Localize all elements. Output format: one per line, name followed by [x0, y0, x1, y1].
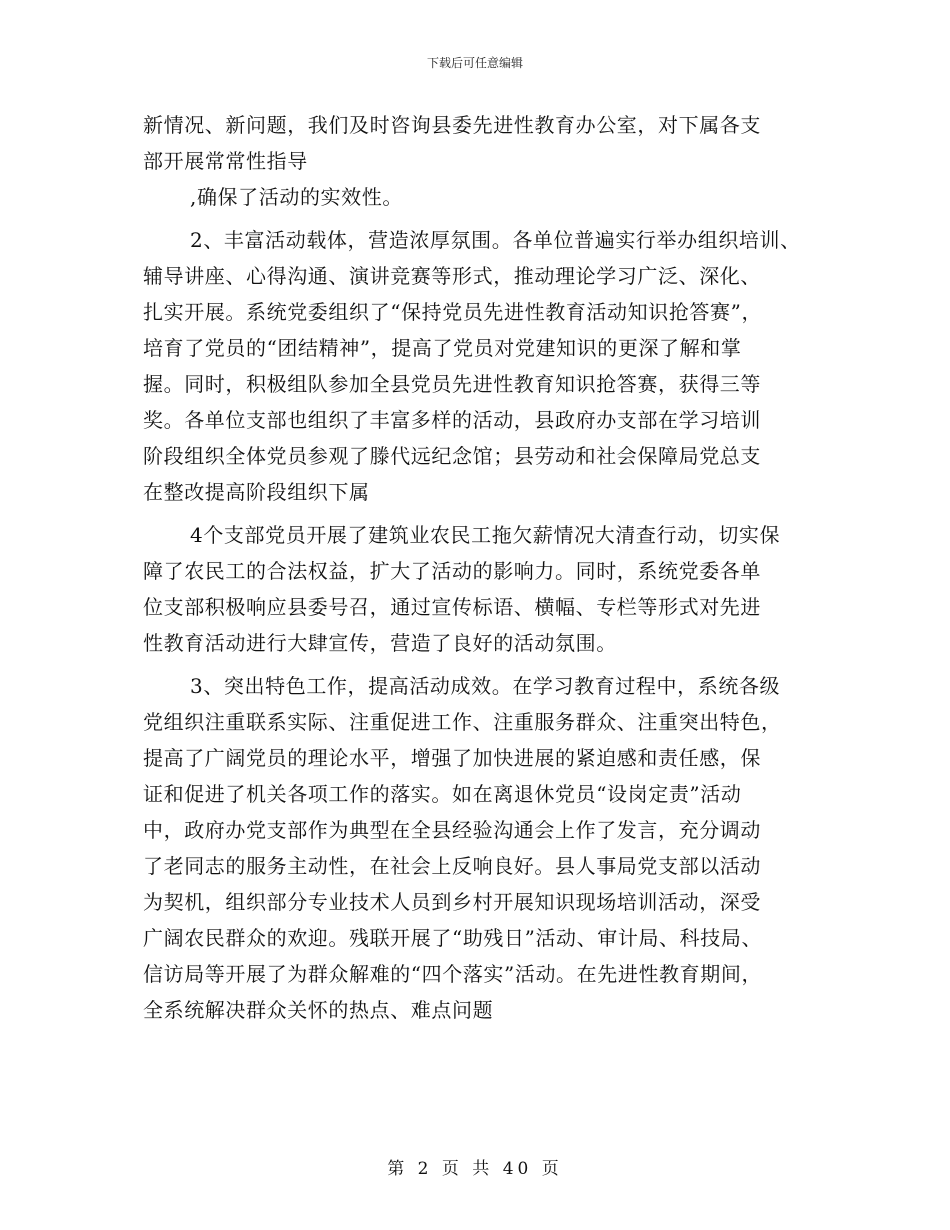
- text-line: 全系统解决群众关怀的热点、难点问题: [143, 998, 494, 1022]
- text-line: 障了农民工的合法权益，扩大了活动的影响力。同时，系统党委各单: [143, 559, 761, 583]
- text-line: 辅导讲座、心得沟通、演讲竞赛等形式，推动理论学习广泛、深化、: [143, 264, 761, 288]
- text-line: 了老同志的服务主动性，在社会上反响良好。县人事局党支部以活动: [143, 854, 761, 878]
- text-line: 部开展常常性指导: [143, 149, 308, 173]
- text-line: 在整改提高阶段组织下属: [143, 480, 370, 504]
- page-number-footer: 第 2 页 共 40 页: [387, 1159, 563, 1179]
- text-line: 2、丰富活动载体，营造浓厚氛围。各单位普遍实行举办组织培训、: [190, 228, 801, 252]
- text-line: 奖。各单位支部也组织了丰富多样的活动，县政府办支部在学习培训: [143, 408, 761, 432]
- text-line: 证和促进了机关各项工作的落实。如在离退休党员“设岗定责”活动: [143, 782, 742, 806]
- text-line: 阶段组织全体党员参观了滕代远纪念馆；县劳动和社会保障局党总支: [143, 444, 761, 468]
- text-line: 提高了广阔党员的理论水平，增强了加快进展的紧迫感和责任感，保: [143, 746, 761, 770]
- text-line: 位支部积极响应县委号召，通过宣传标语、横幅、专栏等形式对先进: [143, 595, 761, 619]
- text-line: 扎实开展。系统党委组织了“保持党员先进性教育活动知识抢答赛”，: [143, 300, 763, 324]
- text-line: 培育了党员的“团结精神”，提高了党员对党建知识的更深了解和掌: [143, 336, 742, 360]
- text-line: 为契机，组织部分专业技术人员到乡村开展知识现场培训活动，深受: [143, 890, 761, 914]
- text-line: 党组织注重联系实际、注重促进工作、注重服务群众、注重突出特色，: [143, 710, 782, 734]
- text-line: 4个支部党员开展了建筑业农民工拖欠薪情况大清查行动，切实保: [190, 523, 781, 547]
- text-line: 广阔农民群众的欢迎。残联开展了“助残日”活动、审计局、科技局、: [143, 926, 763, 950]
- text-line: 3、突出特色工作，提高活动成效。在学习教育过程中，系统各级: [190, 674, 781, 698]
- text-line: 新情况、新问题，我们及时咨询县委先进性教育办公室，对下属各支: [143, 113, 761, 137]
- page-header: 下载后可任意编辑: [426, 56, 523, 70]
- text-line: ,确保了活动的实效性。: [190, 185, 403, 209]
- text-line: 性教育活动进行大肆宣传，营造了良好的活动氛围。: [143, 631, 617, 655]
- text-line: 中，政府办党支部作为典型在全县经验沟通会上作了发言，充分调动: [143, 818, 761, 842]
- text-line: 信访局等开展了为群众解难的“四个落实”活动。在先进性教育期间，: [143, 962, 763, 986]
- text-line: 握。同时，积极组队参加全县党员先进性教育知识抢答赛，获得三等: [143, 372, 761, 396]
